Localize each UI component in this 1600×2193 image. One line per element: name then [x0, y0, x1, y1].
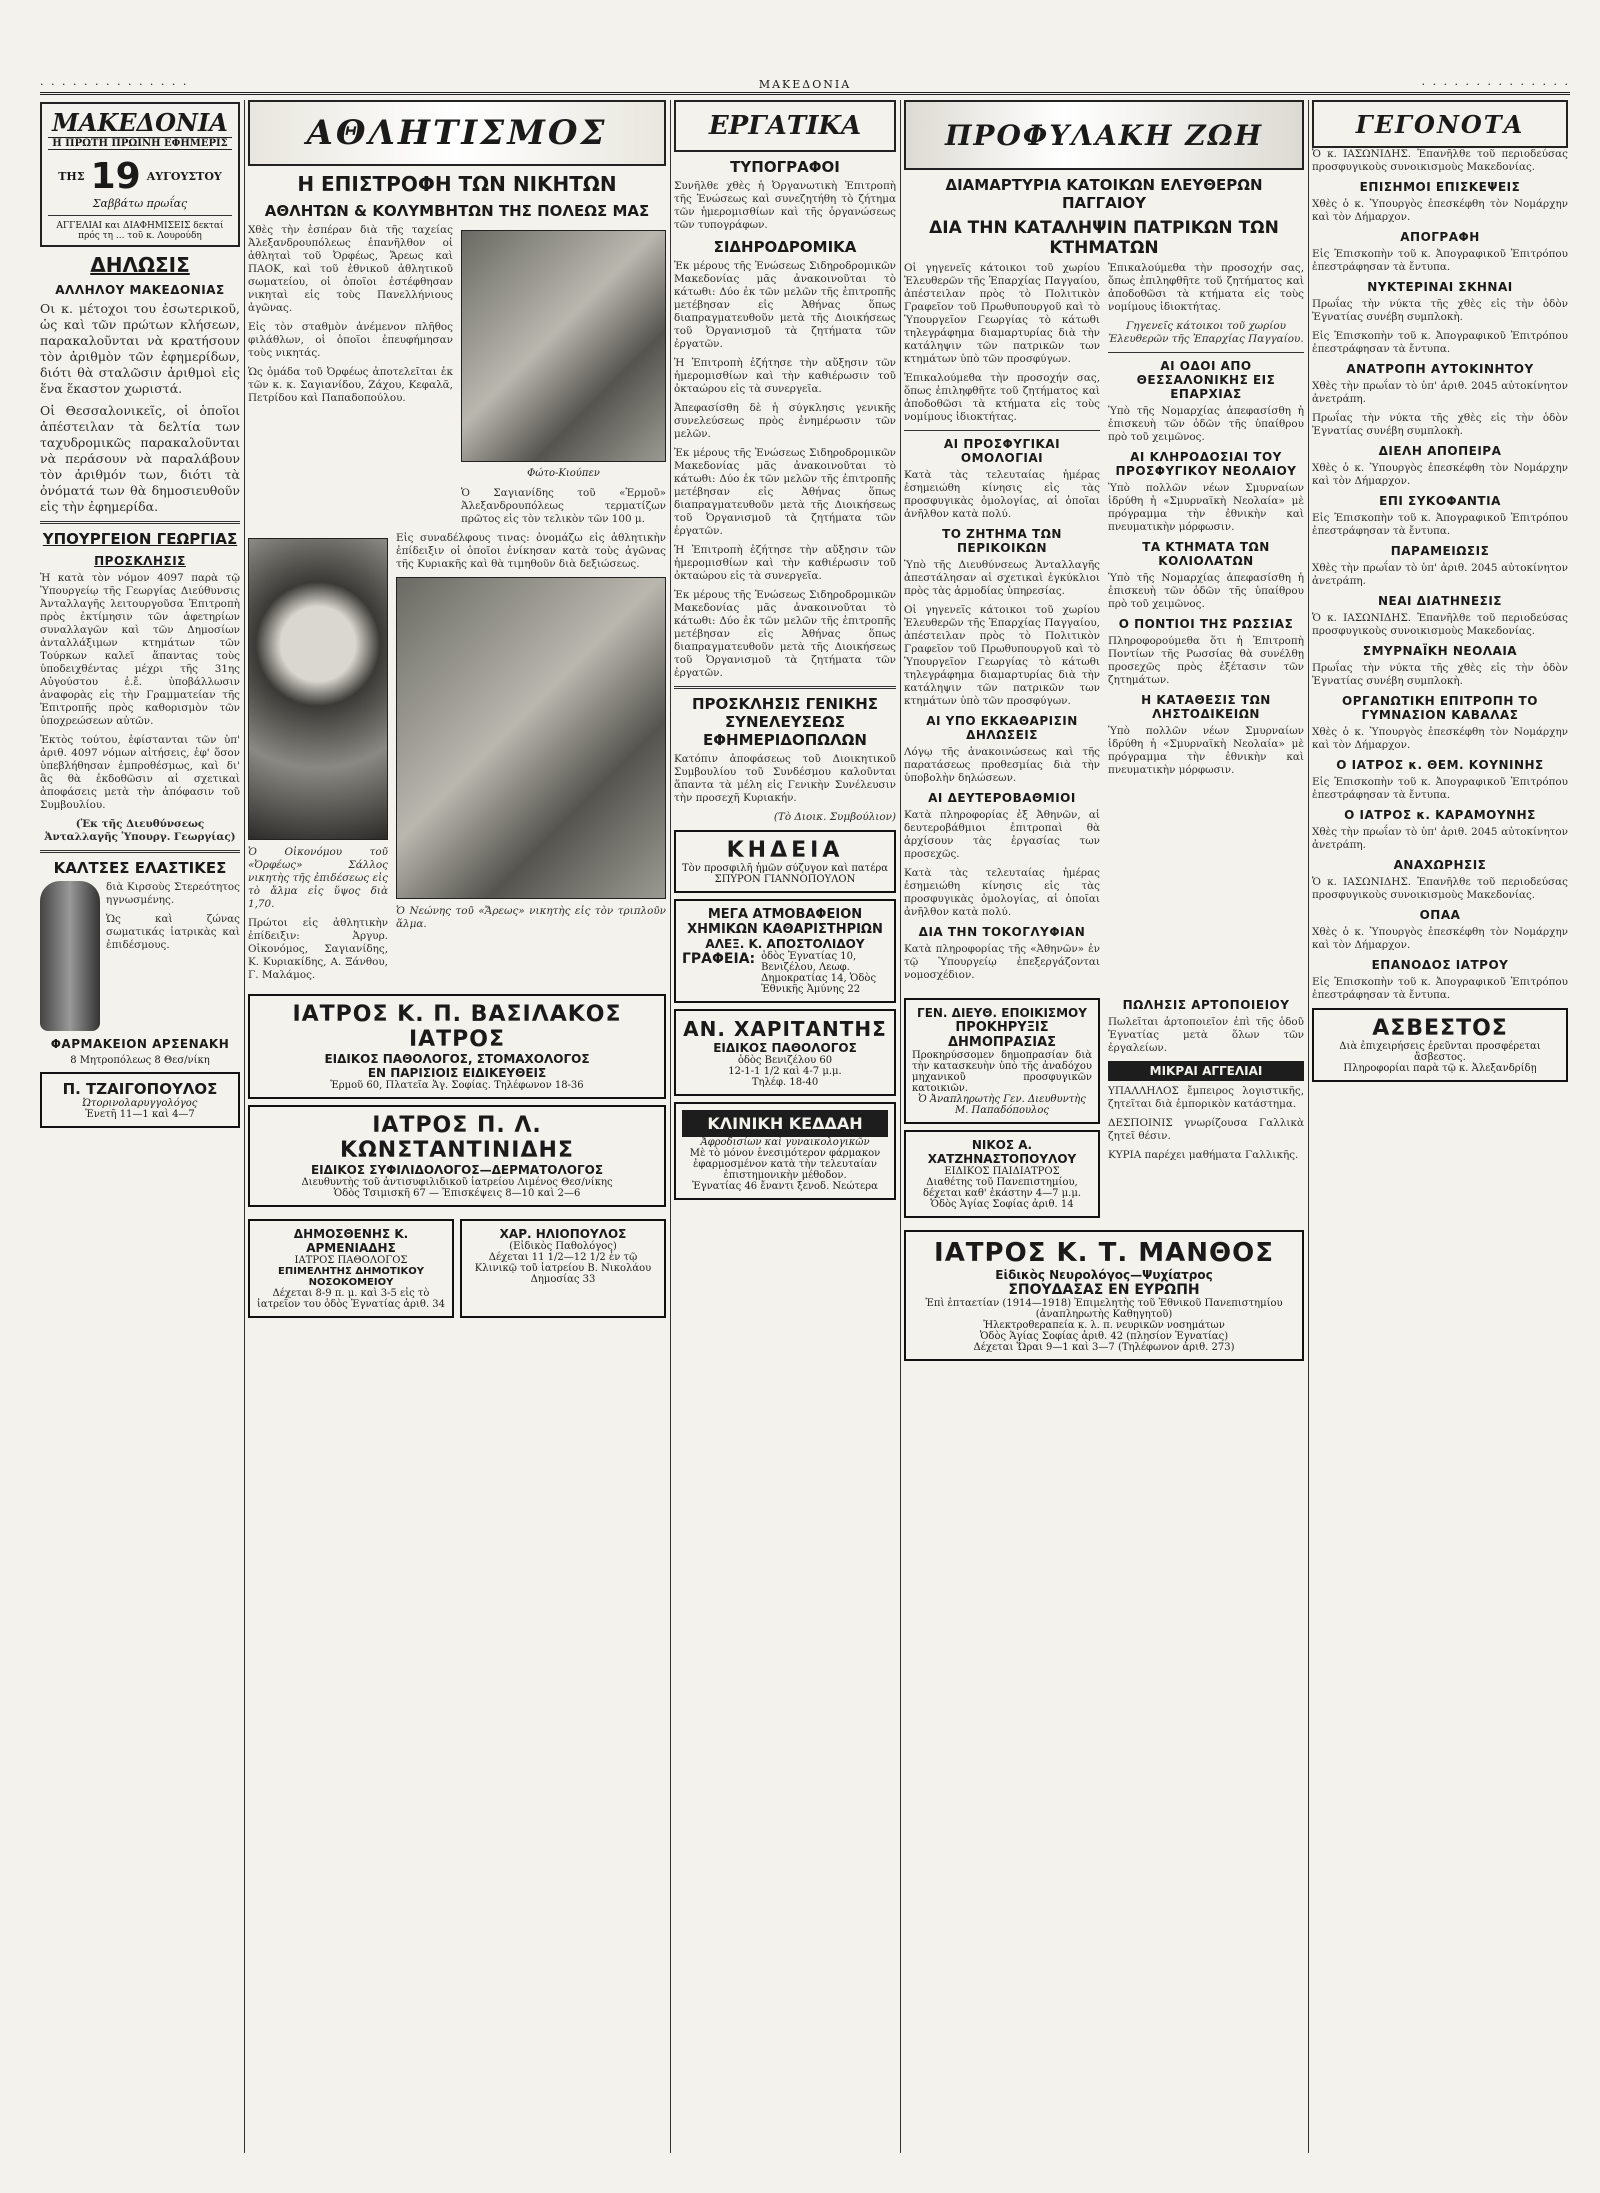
- doctor-phone: Τηλέφ. 18-40: [751, 1077, 819, 1088]
- news-item: Χθὲς ὁ κ. Ὑπουργὸς ἐπεσκέφθη τὸν Νομάρχην καὶ τὸν Δήμαρχον.: [1312, 198, 1568, 223]
- news-item: Πρωΐας τὴν νύκτα τῆς χθὲς εἰς τὴν ὁδὸν Ἐγνατίας συνέβη συμπλοκὴ.: [1312, 662, 1568, 687]
- article-paragraph: Κατὰ πληροφορίας τῆς «Ἀθηνῶν» ἐν τῷ Ὑπουργείῳ ἐπεξεργάζονται νομοσχέδιον.: [904, 943, 1100, 981]
- photo-caption: Ὁ Οἰκονόμου τοῦ «Ὀρφέως» Σάλλος νικητὴς τῆς ἐπιδέσεως εἰς τὸ ἄλμα εἰς ὕψος διὰ 1,70.: [248, 846, 388, 910]
- news-item: Εἰς Ἐπισκοπὴν τοῦ κ. Ἀπογραφικοῦ Ἐπιτρόπου ἐπεστράφησαν τὰ ἔντυπα.: [1312, 776, 1568, 801]
- clinic-address: Ἐγνατίας 46 ἔναντι ξενοδ. Νεώτερα: [692, 1181, 878, 1192]
- pharmacy-address: 8 Μητροπόλεως 8 Θεσ/νίκη: [70, 1055, 210, 1066]
- news-heading: ΕΠΙΣΗΜΟΙ ΕΠΙΣΚΕΨΕΙΣ: [1359, 180, 1521, 194]
- clinic-description: Ἀφροδισίων καὶ γυναικολογικῶν: [700, 1137, 870, 1148]
- news-heading: ΑΝΑΧΩΡΗΣΙΣ: [1393, 858, 1487, 872]
- column-3: [674, 100, 896, 2153]
- date-month: ΑΥΓΟΥΣΤΟΥ: [146, 170, 222, 183]
- section-subheading: ΑΛΛΗΛΟΥ ΜΑΚΕΔΟΝΙΑΣ: [55, 283, 225, 297]
- doctor-name: ΔΗΜΟΣΘΕΝΗΣ Κ. ΑΡΜΕΝΙΑΔΗΣ: [293, 1227, 409, 1255]
- article-paragraph: Ἐκ μέρους τῆς Ἑνώσεως Σιδηροδρομικῶν Μακεδονίας μᾶς ἀνακοινοῦται τὸ κάτωθι: Δύο ἐκ τῶν μελῶν τῆς ἐπιτροπῆς μετέβησαν εἰς Ἀθήνας ὅπως διαπραγματευθοῦν μετὰ τῆς Διοικήσεως τοῦ Ὀργανισμοῦ τὰ ζητήματα τῶν ἐργατῶν.: [674, 260, 896, 350]
- section-heading: ΑΙ ΥΠΟ ΕΚΚΑΘΑΡΙΣΙΝ ΔΗΛΩΣΕΙΣ: [926, 714, 1078, 742]
- doctor-hours: Ἐνετῆ 11—1 καὶ 4—7: [85, 1109, 195, 1120]
- article-paragraph: Ὑπὸ τῆς Διευθύνσεως Ἀνταλλαγῆς ἀπεστάλησαν αἱ σχετικαὶ ἐγκύκλιοι πρὸς τὰς ἁρμοδίας ὑπηρεσίας.: [904, 559, 1100, 597]
- article-paragraph: Κατὰ πληροφορίας ἐξ Ἀθηνῶν, αἱ δευτεροβάθμιοι ἐπιτροπαὶ θὰ ἀρχίσουν τὰς ἐργασίας των προσεχῶς.: [904, 809, 1100, 860]
- news-item: Χθὲς τὴν πρωΐαν τὸ ὑπ' ἀριθ. 2045 αὐτοκίνητον ἀνετράπη.: [1312, 826, 1568, 851]
- stocking-illustration-icon: [40, 881, 100, 1031]
- news-heading: ΠΑΡΑΜΕΙΩΣΙΣ: [1390, 544, 1490, 558]
- offices-label: ΓΡΑΦΕΙΑ:: [682, 951, 756, 967]
- news-heading: ΕΠΑΝΟΔΟΣ ΙΑΤΡΟΥ: [1371, 958, 1509, 972]
- article-paragraph: Ὑπὸ τῆς Νομαρχίας ἀπεφασίσθη ἡ ἐπισκευὴ τῶν ὁδῶν τῆς ὑπαίθρου πρὸ τοῦ χειμῶνος.: [1108, 572, 1304, 610]
- doctor-address: ὁδὸς Βενιζέλου 60: [737, 1055, 833, 1066]
- stockings-ad: [40, 881, 240, 1031]
- section-heading: ΠΡΟΣΚΛΗΣΙΣ ΓΕΝΙΚΗΣ ΣΥΝΕΛΕΥΣΕΩΣ ΕΦΗΜΕΡΙΔΟΠΩΛΩΝ: [692, 695, 878, 749]
- doctor-address: Δέχεται 11 1/2—12 1/2 ἐν τῷ Κλινικῷ τοῦ ἰατρείου Β. Νικολάου Δημοσίας 33: [474, 1252, 652, 1285]
- doctor-name: ΧΑΡ. ΗΛΙΟΠΟΥΛΟΣ: [499, 1227, 627, 1241]
- doctor-text: Διαθέτης τοῦ Πανεπιστημίου, δέχεται καθ' ἑκάστην 4—7 μ.μ. Ὁδὸς Ἁγίας Σοφίας ἀριθ. 14: [922, 1177, 1081, 1210]
- doctor-address: Ὁδὸς Τσιμισκῆ 67 — Ἐπισκέψεις 8—10 καὶ 2—6: [333, 1188, 581, 1199]
- article-paragraph: Λόγῳ τῆς ἀνακοινώσεως καὶ τῆς παρατάσεως προθεσμίας διὰ τὴν ὑποβολὴν δηλώσεων.: [904, 746, 1100, 784]
- offices-address: ὁδὸς Ἐγνατίας 10, Βενιζέλου, Λεωφ. Δημοκρατίας 14, Ὁδὸς Ἐθνικῆς Ἀμύνης 22: [761, 951, 877, 995]
- doctor-ad: [674, 1009, 896, 1096]
- notice-text: Προκηρύσσομεν δημοπρασίαν διὰ τὴν κατασκευὴν ὑπὸ τῆς ἀναδόχου μηχανικοῦ προσφυγικῶν κατοικιῶν.: [912, 1050, 1092, 1094]
- funeral-text: Τὸν προσφιλῆ ἡμῶν σύζυγον καὶ πατέρα ΣΠΥΡΟΝ ΓΙΑΝΝΟΠΟΥΛΟΝ: [682, 863, 889, 885]
- doctor-services: Ἠλεκτροθεραπεία κ. λ. π. νευρικῶν νοσημάτων: [983, 1320, 1225, 1331]
- section-heading: ΤΥΠΟΓΡΑΦΟΙ: [730, 158, 840, 176]
- ads-note: ΑΓΓΕΛΙΑΙ και ΔΙΑΦΗΜΙΣΕΙΣ δεκταί πρός τη ... τοῦ κ. Λουρούδη: [56, 221, 224, 241]
- doctor-specialty: (Εἰδικὸς Παθολόγος): [509, 1241, 617, 1252]
- funeral-notice: [674, 830, 896, 893]
- doctor-name: ΙΑΤΡΟΣ Π. Λ. ΚΩΝΣΤΑΝΤΙΝΙΔΗΣ: [340, 1113, 574, 1163]
- doctor-hours: Δέχεται Ὥραι 9—1 καὶ 3—7 (Τηλέφωνον ἀριθ. 273): [973, 1342, 1235, 1353]
- section-heading: ΔΗΛΩΣΙΣ: [90, 253, 190, 277]
- sports-banner-title: ΑΘΛΗΤΙΣΜΟΣ: [306, 113, 608, 153]
- column-rule: [670, 100, 671, 2153]
- news-heading: ΝΥΚΤΕΡΙΝΑΙ ΣΚΗΝΑΙ: [1367, 280, 1513, 294]
- article-signature: Γηγενεῖς κάτοικοι τοῦ χωρίου Ἐλευθερῶν τῆς Ἐπαρχίας Παγγαίου.: [1108, 320, 1304, 345]
- clinic-ad: [674, 1102, 896, 1200]
- drycleaner-name: ΑΛΕΞ. Κ. ΑΠΟΣΤΟΛΙΔΟΥ: [705, 937, 865, 951]
- article-paragraph: Εἰς συναδέλφους τινας: ὀνομάζω εἰς ἀθλητικὴν ἐπίδειξιν οἱ ὁποῖοι ἐνίκησαν κατὰ τοὺς ἀγῶνας τῆς Κυριακῆς καὶ θὰ τιμηθοῦν διὰ δεξιώσεως.: [396, 532, 666, 570]
- news-item: Χθὲς ὁ κ. Ὑπουργὸς ἐπεσκέφθη τὸν Νομάρχην καὶ τὸν Δήμαρχον.: [1312, 462, 1568, 487]
- article-paragraph: Ὑπὸ τῆς Νομαρχίας ἀπεφασίσθη ἡ ἐπισκευὴ τῶν ὁδῶν τῆς ὑπαίθρου πρὸ τοῦ χειμῶνος.: [1108, 405, 1304, 443]
- column-rule: [244, 100, 245, 2153]
- doctor-address: Δέχεται 8-9 π. μ. καὶ 3-5 εἰς τὸ ἰατρεῖον του ὁδὸς Ἐγνατίας ἀριθ. 34: [256, 1288, 446, 1310]
- article-paragraph: Ἐκτὸς τούτου, ἐφίστανται τῶν ὑπ' ἀριθ. 4097 νόμων αἰτήσεις, ἐφ' ὅσον ὑπεβλήθησαν ἐμπροθέσμως, καὶ δι' ἃς θὰ ἐκδοθῶσιν αἱ σχετικαὶ ἀποφάσεις μετὰ τὴν ἀπόφασιν τοῦ Συμβουλίου.: [40, 734, 240, 811]
- section-heading: Η ΚΑΤΑΘΕΣΙΣ ΤΩΝ ΛΗΣΤΟΔΙΚΕΙΩΝ: [1141, 693, 1271, 721]
- photo-caption: Ὁ Νεώνης τοῦ «Ἄρεως» νικητὴς εἰς τὸν τριπλοῦν ἅλμα.: [396, 905, 666, 930]
- notice-heading: ΓΕΝ. ΔΙΕΥΘ. ΕΠΟΙΚΙΣΜΟΥ: [917, 1006, 1087, 1020]
- doctor-ad: [904, 1230, 1304, 1361]
- article-signature: (Ἐκ τῆς Διευθύνσεως Ἀνταλλαγῆς Ὑπουργ. Γεωργίας): [44, 818, 236, 843]
- news-item: Χθὲς τὴν πρωΐαν τὸ ὑπ' ἀριθ. 2045 αὐτοκίνητον ἀνετράπη.: [1312, 562, 1568, 587]
- section-heading: ΑΙ ΚΛΗΡΟΔΟΣΙΑΙ ΤΟΥ ΠΡΟΣΦΥΓΙΚΟΥ ΝΕΟΛΑΙΟΥ: [1115, 450, 1297, 478]
- column-2: [248, 100, 666, 2153]
- section-subheading: ΠΡΟΣΚΛΗΣΙΣ: [94, 554, 186, 568]
- drycleaner-title: ΜΕΓΑ ΑΤΜΟΒΑΦΕΙΟΝ ΧΗΜΙΚΩΝ ΚΑΘΑΡΙΣΤΗΡΙΩΝ: [687, 907, 883, 937]
- rural-life-banner: [904, 100, 1304, 170]
- section-heading: ΣΙΔΗΡΟΔΡΟΜΙΚΑ: [713, 238, 857, 256]
- doctor-credentials: Ἐπὶ ἑπταετίαν (1914—1918) Ἐπιμελητὴς τοῦ Ἐθνικοῦ Πανεπιστημίου (ἀναπληρωτὴς Καθηγητοῦ): [925, 1298, 1283, 1320]
- article-paragraph: Κατόπιν ἀποφάσεως τοῦ Διοικητικοῦ Συμβουλίου τοῦ Συνδέσμου καλοῦνται ἅπαντα τὰ μέλη εἰς Γενικὴν Συνέλευσιν τὴν προσεχῆ Κυριακήν.: [674, 753, 896, 804]
- news-banner-title: ΓΕΓΟΝΟΤΑ: [1355, 109, 1525, 139]
- doctor-specialty: Εἰδικὸς Νευρολόγος—Ψυχίατρος: [995, 1268, 1213, 1282]
- article-paragraph: Πρώτοι εἰς ἀθλητικὴν ἐπίδειξιν: Ἀργυρ. Οἰκονόμος, Σαγιανίδης, Κ. Κυριακίδης, Α. Ξάνθου, Γ. Μαλάμος.: [248, 917, 388, 981]
- doctor-ad: [904, 1130, 1100, 1218]
- section-heading: ΑΙ ΟΔΟΙ ΑΠΟ ΘΕΣΣΑΛΟΝΙΚΗΣ ΕΙΣ ΕΠΑΡΧΙΑΣ: [1136, 359, 1276, 401]
- ad-text: Ὡς καὶ ζώνας σωματικάς ἰατρικὰς καὶ ἐπιδέσμους.: [106, 913, 240, 951]
- news-item: Εἰς Ἐπισκοπὴν τοῦ κ. Ἀπογραφικοῦ Ἐπιτρόπου ἐπεστράφησαν τὰ ἔντυπα.: [1312, 248, 1568, 273]
- doctor-specialty: ΕΙΔΙΚΟΣ ΠΑΙΔΙΑΤΡΟΣ: [944, 1166, 1060, 1177]
- notice-subheading: ΠΡΟΚΗΡΥΞΙΣ ΔΗΜΟΠΡΑΣΙΑΣ: [947, 1020, 1057, 1050]
- news-item: Πρωΐας τὴν νύκτα τῆς χθὲς εἰς τὴν ὁδὸν Ἐγνατίας συνέβη συμπλοκὴ.: [1312, 298, 1568, 323]
- doctor-specialty: ΕΙΔΙΚΟΣ ΣΥΦΙΛΙΔΟΛΟΓΟΣ—ΔΕΡΜΑΤΟΛΟΓΟΣ: [310, 1163, 604, 1177]
- news-item: Εἰς Ἐπισκοπὴν τοῦ κ. Ἀπογραφικοῦ Ἐπιτρόπου ἐπεστράφησαν τὰ ἔντυπα.: [1312, 512, 1568, 537]
- column-rule: [900, 100, 901, 2153]
- section-heading: ΥΠΟΥΡΓΕΙΟΝ ΓΕΩΡΓΙΑΣ: [42, 530, 238, 548]
- section-heading: ΠΩΛΗΣΙΣ ΑΡΤΟΠΟΙΕΙΟΥ: [1122, 998, 1290, 1012]
- pharmacy-name: ΦΑΡΜΑΚΕΙΟΝ ΑΡΣΕΝΑΚΗ: [50, 1037, 230, 1051]
- section-heading: ΑΙ ΔΕΥΤΕΡΟΒΑΘΜΙΟΙ: [928, 791, 1076, 805]
- drycleaner-ad: [674, 899, 896, 1003]
- labour-banner: [674, 100, 896, 152]
- news-heading: Ο ΙΑΤΡΟΣ κ. ΚΑΡΑΜΟΥΝΗΣ: [1344, 808, 1536, 822]
- article-paragraph: Ἐπικαλούμεθα τὴν προσοχήν σας, ὅπως ἐπιληφθῆτε τοῦ ζητήματος καὶ ἀποδοθῶσι τὰ κτήματα εἰς τοὺς νομίμους ἰδιοκτήτας.: [1108, 262, 1304, 313]
- section-heading: ΤΑ ΚΤΗΜΑΤΑ ΤΩΝ ΚΟΛΙΟΛΑΤΩΝ: [1142, 540, 1270, 568]
- section-heading: ΑΙ ΠΡΟΣΦΥΓΙΚΑΙ ΟΜΟΛΟΓΙΑΙ: [943, 437, 1061, 465]
- doctor-specialty: Ὠτορινολαρυγγολόγος: [82, 1098, 198, 1109]
- lime-ad-contact: Πληροφορίαι παρὰ τῷ κ. Ἀλεξανδρίδῃ: [1343, 1063, 1537, 1074]
- article-paragraph: Ἡ Ἐπιτροπὴ ἐζήτησε τὴν αὔξησιν τῶν ἡμερομισθίων καὶ τὴν καθιέρωσιν τοῦ ὀκταώρου εἰς τὰ συνεργεῖα.: [674, 357, 896, 395]
- athlete-photo: [396, 577, 666, 899]
- divider: [40, 850, 240, 853]
- doctor-training: ΕΝ ΠΑΡΙΣΙΟΙΣ ΕΙΔΙΚΕΥΘΕΙΣ: [367, 1066, 547, 1080]
- news-item: Χθὲς ὁ κ. Ὑπουργὸς ἐπεσκέφθη τὸν Νομάρχην καὶ τὸν Δήμαρχον.: [1312, 926, 1568, 951]
- doctor-name: ΝΙΚΟΣ Α. ΧΑΤΖΗΝΑΣΤΟΠΟΥΛΟΥ: [927, 1138, 1077, 1166]
- news-heading: ΟΡΓΑΝΩΤΙΚΗ ΕΠΙΤΡΟΠΗ ΤΟ ΓΥΜΝΑΣΙΟΝ ΚΑΒΑΛΑΣ: [1342, 694, 1538, 722]
- news-heading: ΔΙΕΛΗ ΑΠΟΠΕΙΡΑ: [1378, 444, 1502, 458]
- article-paragraph: Κατὰ τὰς τελευταίας ἡμέρας ἐσημειώθη κίνησις εἰς τὰς προσφυγικὰς ὁμολογίας, αἱ ὁποῖαι ἀνῆλθον κατὰ πολύ.: [904, 469, 1100, 520]
- clinic-name: ΚΛΙΝΙΚΗ ΚΕΔΔΑΗ: [682, 1110, 888, 1137]
- doctor-ad: [248, 1105, 666, 1207]
- athlete-photo: [248, 538, 388, 840]
- doctor-description: Διευθυντὴς τοῦ ἀντισυφιλιδικοῦ ἰατρείου Λιμένος Θεσ/νίκης: [301, 1177, 613, 1188]
- article-paragraph: Ἐκ μέρους τῆς Ἑνώσεως Σιδηροδρομικῶν Μακεδονίας μᾶς ἀνακοινοῦται τὸ κάτωθι: Δύο ἐκ τῶν μελῶν τῆς ἐπιτροπῆς μετέβησαν εἰς Ἀθήνας ὅπως διαπραγματευθοῦν μετὰ τῆς Διοικήσεως τοῦ Ὀργανισμοῦ τὰ ζητήματα τῶν ἐργατῶν.: [674, 589, 896, 679]
- news-heading: Ο ΙΑΤΡΟΣ κ. ΘΕΜ. ΚΟΥΝΙΝΗΣ: [1336, 758, 1544, 772]
- article-paragraph: Χθὲς τὴν ἑσπέραν διὰ τῆς ταχείας Ἀλεξανδρουπόλεως ἐπανῆλθον οἱ ἀθληταὶ τοῦ Ὀρφέως, Ἄρεως καὶ ΠΑΟΚ, καὶ τοῦ ἐθνικοῦ ἀθλητικοῦ σωματείου, οἱ ὁποῖοι ἐστέφθησαν νικηταὶ εἰς τοὺς Πανελλήνιους ἀγῶνας.: [248, 224, 453, 314]
- notice-signature: Ὁ Ἀναπληρωτὴς Γεν. Διευθυντὴς Μ. Παπαδόπουλος: [918, 1094, 1086, 1116]
- news-item: Ὁ κ. ΙΑΣΩΝΙΔΗΣ. Ἐπανῆλθε τοῦ περιοδεύσας προσφυγικοὺς συνοικισμοὺς Μακεδονίας.: [1312, 612, 1568, 637]
- section-heading: ΔΙΑ ΤΗΝ ΤΟΚΟΓΛΥΦΙΑΝ: [918, 925, 1086, 939]
- doctor-ad: [460, 1219, 666, 1318]
- athlete-photo: [461, 230, 666, 462]
- date-prefix: ΤΗΣ: [58, 170, 85, 183]
- news-banner: [1312, 100, 1568, 148]
- masthead: [40, 102, 240, 247]
- divider: [674, 686, 896, 689]
- doctor-description: ΕΠΙΜΕΛΗΤΗΣ ΔΗΜΟΤΙΚΟΥ ΝΟΣΟΚΟΜΕΙΟΥ: [278, 1266, 424, 1288]
- clinic-text: Μὲ τὸ μόνον ἐνεσιμότερον φάρμακον ἐφαρμοσμένον κατὰ τὴν τελευταίαν ἐπιστημονικὴν μέθοδον.: [689, 1148, 881, 1181]
- doctor-hours: 12-1-1 1/2 καὶ 4-7 μ.μ.: [728, 1066, 842, 1077]
- photo-caption: Ὁ Σαγιανίδης τοῦ «Ἑρμοῦ» Ἀλεξανδρουπόλεως τερματίζων πρῶτος εἰς τὸν τελικὸν τῶν 100 μ.: [461, 487, 666, 525]
- section-heading: Ο ΠΟΝΤΙΟΙ ΤΗΣ ΡΩΣΣΙΑΣ: [1118, 617, 1294, 631]
- news-heading: ΟΠΑΑ: [1419, 908, 1461, 922]
- article-paragraph: Ἡ Ἐπιτροπὴ ἐζήτησε τὴν αὔξησιν τῶν ἡμερομισθίων καὶ τὴν καθιέρωσιν τοῦ ὀκταώρου εἰς τὰ συνεργεῖα.: [674, 544, 896, 582]
- divider: [48, 215, 232, 216]
- classifieds-heading: ΜΙΚΡΑΙ ΑΓΓΕΛΙΑΙ: [1108, 1061, 1304, 1081]
- sports-banner: [248, 100, 666, 166]
- article-paragraph: Ὑπὸ πολλῶν νέων Σμυρναίων ἱδρύθη ἡ «Σμυρναϊκὴ Νεολαία» μὲ πρόγραμμα τὴν ἐθνικὴν καὶ πνευματικὴν μόρφωσιν.: [1108, 482, 1304, 533]
- article-paragraph: Ἐκ μέρους τῆς Ἑνώσεως Σιδηροδρομικῶν Μακεδονίας μᾶς ἀνακοινοῦται τὸ κάτωθι: Δύο ἐκ τῶν μελῶν τῆς ἐπιτροπῆς μετέβησαν εἰς Ἀθήνας ὅπως διαπραγματευθοῦν μετὰ τῆς Διοικήσεως τοῦ Ὀργανισμοῦ τὰ ζητήματα τῶν ἐργατῶν.: [674, 447, 896, 537]
- masthead-title: ΜΑΚΕΔΟΝΙΑ: [52, 108, 228, 137]
- article-subheadline: ΔΙΑ ΤΗΝ ΚΑΤΑΛΗΨΙΝ ΠΑΤΡΙΚΩΝ ΤΩΝ ΚΤΗΜΑΤΩΝ: [929, 218, 1279, 258]
- article-paragraph: Συνῆλθε χθὲς ἡ Ὀργανωτικὴ Ἐπιτροπὴ τῆς Ἑνώσεως καὶ συνεζητήθη τὸ ζήτημα τῶν ἡμερομισθίων καὶ τῆς ὀργανώσεως τῶν τυπογράφων.: [674, 180, 896, 231]
- classified-ad: ΔΕΣΠΟΙΝΙΣ γνωρίζουσα Γαλλικὰ ζητεῖ θέσιν.: [1108, 1117, 1304, 1142]
- photo-credit: Φώτο-Κιούπεν: [527, 468, 600, 479]
- funeral-heading: ΚΗΔΕΙΑ: [726, 838, 844, 863]
- article-paragraph: Ἡ κατὰ τὸν νόμον 4097 παρὰ τῷ Ὑπουργείῳ τῆς Γεωργίας Διεύθυνσις Ἀνταλλαγῆς λειτουργοῦσα Ἐπιτροπὴ πρὸς ἐκτίμησιν τῶν ἀφετηρίων συναλλαγῶν καὶ τῶν Δημοσίων ἀνταλλάξιμων κτημάτων τῶν Τούρκων καλεῖ ἅπαντας τοὺς ὑποδειχθέντας μέχρι τῆς 31ης Αὐγούστου ἐ.ἔ. ὑποβάλλωσιν ἀναφορὰς εἰς τὴν Γραμματείαν τῆς Ἐπιτροπῆς πρὸς καθορισμὸν τῶν ὑποχρεώσεων αὐτῶν.: [40, 572, 240, 727]
- lime-ad-text: Διὰ ἐπιχειρήσεις ἐρεῦνται προσφέρεται ἄσβεστος.: [1339, 1041, 1541, 1063]
- doctor-name: ΙΑΤΡΟΣ Κ. Π. ΒΑΣΙΛΑΚΟΣ ΙΑΤΡΟΣ: [292, 1002, 622, 1052]
- runner-left: · · · · · · · · · · · · · ·: [40, 78, 189, 91]
- article-paragraph: Ὡς ὁμάδα τοῦ Ὀρφέως ἀποτελεῖται ἐκ τῶν κ. κ. Σαγιανίδου, Ζάχου, Κεφαλᾶ, Πετρίδου καὶ Παπαδοπούλου.: [248, 366, 453, 404]
- article-paragraph: Πληροφορούμεθα ὅτι ἡ Ἐπιτροπὴ Ποντίων τῆς Ρωσσίας θὰ συνέλθῃ προσεχῶς πρὸς ἐξέτασιν τῶν ζητημάτων.: [1108, 635, 1304, 686]
- news-item: Χθὲς τὴν πρωΐαν τὸ ὑπ' ἀριθ. 2045 αὐτοκίνητον ἀνετράπη.: [1312, 380, 1568, 405]
- doctor-ad: [248, 1219, 454, 1318]
- doctor-specialty: ΙΑΤΡΟΣ ΠΑΘΟΛΟΓΟΣ: [294, 1255, 408, 1266]
- ad-text: διὰ Κιρσοὺς Στερεότητος ηγνωσμένης.: [106, 881, 240, 906]
- column-5: [1312, 100, 1568, 2153]
- article-paragraph: Ἀπεφασίσθη δὲ ἡ σύγκλησις γενικῆς συνελεύσεως πρὸς ἐνημέρωσιν τῶν μελῶν.: [674, 402, 896, 440]
- column-1: [40, 100, 240, 2153]
- labour-banner-title: ΕΡΓΑΤΙΚΑ: [708, 111, 862, 141]
- doctor-address: Ὁδὸς Ἁγίας Σοφίας ἀριθ. 42 (πλησίον Ἐγνατίας): [979, 1331, 1229, 1342]
- article-paragraph: Οἱ γηγενεῖς κάτοικοι τοῦ χωρίου Ἐλευθερῶν τῆς Ἐπαρχίας Παγγαίου, ἀπέστειλαν πρὸς τὸ Πολιτικὸν Γραφεῖον τοῦ Πρωθυπουργοῦ καὶ τὸ Ὑπουργεῖον Γεωργίας τὸ κάτωθι τηλεγράφημα διαμαρτυρίας διὰ τὴν κατάληψιν τῶν πατρικῶν των κτημάτων ὑπὸ τῶν προσφύγων.: [904, 262, 1100, 365]
- news-item: Χθὲς ὁ κ. Ὑπουργὸς ἐπεσκέφθη τὸν Νομάρχην καὶ τὸν Δήμαρχον.: [1312, 726, 1568, 751]
- news-item: Εἰς Ἐπισκοπὴν τοῦ κ. Ἀπογραφικοῦ Ἐπιτρόπου ἐπεστράφησαν τὰ ἔντυπα.: [1312, 330, 1568, 355]
- article-paragraph: Εἰς τὸν σταθμὸν ἀνέμενον πλῆθος φιλάθλων, οἱ ὁποῖοι ἐπευφήμησαν τοὺς νικητάς.: [248, 321, 453, 359]
- column-4: [904, 100, 1304, 2153]
- news-item: Πρωΐας τὴν νύκτα τῆς χθὲς εἰς τὴν ὁδὸν Ἐγνατίας συνέβη συμπλοκὴ.: [1312, 412, 1568, 437]
- article-headline: Η ΕΠΙΣΤΡΟΦΗ ΤΩΝ ΝΙΚΗΤΩΝ: [297, 172, 617, 196]
- lime-ad: [1312, 1008, 1568, 1082]
- doctor-training: ΣΠΟΥΔΑΣΑΣ ΕΝ ΕΥΡΩΠΗ: [1008, 1282, 1200, 1298]
- article-paragraph: Ἐπικαλούμεθα τὴν προσοχήν σας, ὅπως ἐπιληφθῆτε τοῦ ζητήματος καὶ ἀποδοθῶσι τὰ κτήματα εἰς τοὺς νομίμους ἰδιοκτήτας.: [904, 372, 1100, 423]
- runner-right: · · · · · · · · · · · · · ·: [1421, 78, 1570, 91]
- news-item: Ὁ κ. ΙΑΣΩΝΙΔΗΣ. Ἐπανῆλθε τοῦ περιοδεύσας προσφυγικοὺς συνοικισμοὺς Μακεδονίας.: [1312, 148, 1568, 173]
- date-day: 19: [90, 156, 141, 197]
- news-heading: ΝΕΑΙ ΔΙΑΤΗΝΕΣΙΣ: [1377, 594, 1503, 608]
- article-headline: ΔΙΑΜΑΡΤΥΡΙΑ ΚΑΤΟΙΚΩΝ ΕΛΕΥΘΕΡΩΝ ΠΑΓΓΑΙΟΥ: [945, 176, 1263, 212]
- article-paragraph: Κατὰ τὰς τελευταίας ἡμέρας ἐσημειώθη κίνησις εἰς τὰς προσφυγικὰς ὁμολογίας, αἱ ὁποῖαι ἀνῆλθον κατὰ πολύ.: [904, 867, 1100, 918]
- divider: [904, 430, 1100, 431]
- ad-heading: ΚΑΛΤΣΕΣ ΕΛΑΣΤΙΚΕΣ: [53, 859, 227, 877]
- notice-box: [904, 998, 1100, 1124]
- article-signature: (Τὸ Διοικ. Συμβούλιον): [773, 811, 896, 823]
- classified-ad: ΚΥΡΙΑ παρέχει μαθήματα Γαλλικῆς.: [1108, 1149, 1299, 1161]
- doctor-ad: [248, 994, 666, 1099]
- article-paragraph: Οἱ Θεσσαλονικεῖς, οἱ ὁποῖοι ἀπέστειλαν τὰ δελτία των ταχυδρομικῶς παρακαλοῦνται νὰ περάσουν νὰ παραλάβουν τὸν ἀριθμόν των, διότι τὰ ὀνόματά των θὰ δημοσιευθοῦν εἰς τὴν ἐφημερίδα.: [40, 403, 240, 514]
- rural-life-banner-title: ΠΡΟΦΥΛΑΚΗ ΖΩΗ: [944, 118, 1264, 152]
- news-heading: ΕΠΙ ΣΥΚΟΦΑΝΤΙΑ: [1379, 494, 1501, 508]
- runner-paper-name: ΜΑΚΕΔΟΝΙΑ: [758, 78, 852, 91]
- article-paragraph: Οι κ. μέτοχοι του ἐσωτερικοῦ, ὡς καὶ τῶν πρώτων κλήσεων, παρακαλοῦνται νὰ κρατήσουν τὸν ἀριθμὸν τῶν ἐφημερίδων, διότι θὰ σταλῶσιν ἀριθμοὶ εἰς ἕνα ἕκαστον χωριστά.: [40, 301, 240, 396]
- doctor-specialty: ΕΙΔΙΚΟΣ ΠΑΘΟΛΟΓΟΣ: [713, 1041, 857, 1055]
- news-heading: ΑΠΟΓΡΑΦΗ: [1400, 230, 1480, 244]
- news-item: Εἰς Ἐπισκοπὴν τοῦ κ. Ἀπογραφικοῦ Ἐπιτρόπου ἐπεστράφησαν τὰ ἔντυπα.: [1312, 976, 1568, 1001]
- divider: [1108, 352, 1304, 353]
- section-heading: ΤΟ ΖΗΤΗΜΑ ΤΩΝ ΠΕΡΙΚΟΙΚΩΝ: [942, 527, 1062, 555]
- doctor-ad: [40, 1072, 240, 1128]
- news-heading: ΣΜΥΡΝΑΪΚΗ ΝΕΟΛΑΙΑ: [1362, 644, 1518, 658]
- running-header: [40, 78, 1570, 95]
- doctor-name: Π. ΤΖΑΙΓΟΠΟΥΛΟΣ: [62, 1080, 218, 1098]
- lime-ad-title: ΑΣΒΕΣΤΟΣ: [1372, 1016, 1508, 1041]
- masthead-subtitle: Η ΠΡΩΤΗ ΠΡΩΙΝΗ ΕΦΗΜΕΡΙΣ: [48, 137, 232, 150]
- column-rule: [1308, 100, 1309, 2153]
- article-paragraph: Πωλεῖται ἀρτοποιεῖον ἐπὶ τῆς ὁδοῦ Ἐγνατίας μετὰ ὅλων τῶν ἐργαλείων.: [1108, 1016, 1304, 1054]
- article-paragraph: Οἱ γηγενεῖς κάτοικοι τοῦ χωρίου Ἐλευθερῶν τῆς Ἐπαρχίας Παγγαίου, ἀπέστειλαν πρὸς τὸ Πολιτικὸν Γραφεῖον τοῦ Πρωθυπουργοῦ καὶ τὸ Ὑπουργεῖον Γεωργίας τὸ κάτωθι τηλεγράφημα διαμαρτυρίας διὰ τὴν κατάληψιν τῶν πατρικῶν των κτημάτων ὑπὸ τῶν προσφύγων.: [904, 604, 1100, 707]
- date-weekday: Σαββάτω πρωΐας: [92, 197, 188, 210]
- masthead-date: [48, 156, 232, 197]
- doctor-name: ΑΝ. ΧΑΡΙΤΑΝΤΗΣ: [683, 1017, 887, 1041]
- classified-ad: ΥΠΑΛΛΗΛΟΣ ἔμπειρος λογιστικῆς, ζητεῖται διὰ ἐμπορικὸν κατάστημα.: [1108, 1085, 1304, 1110]
- divider: [40, 521, 240, 524]
- doctor-name: ΙΑΤΡΟΣ Κ. Τ. ΜΑΝΘΟΣ: [934, 1238, 1274, 1268]
- article-paragraph: Ὑπὸ πολλῶν νέων Σμυρναίων ἱδρύθη ἡ «Σμυρναϊκὴ Νεολαία» μὲ πρόγραμμα τὴν ἐθνικὴν καὶ πνευματικὴν μόρφωσιν.: [1108, 725, 1304, 776]
- news-item: Ὁ κ. ΙΑΣΩΝΙΔΗΣ. Ἐπανῆλθε τοῦ περιοδεύσας προσφυγικοὺς συνοικισμοὺς Μακεδονίας.: [1312, 876, 1568, 901]
- doctor-address: Ἑρμοῦ 60, Πλατεῖα Ἁγ. Σοφίας. Τηλέφωνον 18-36: [330, 1080, 584, 1091]
- news-heading: ΑΝΑΤΡΟΠΗ ΑΥΤΟΚΙΝΗΤΟΥ: [1346, 362, 1534, 376]
- article-subheadline: ΑΘΛΗΤΩΝ & ΚΟΛΥΜΒΗΤΩΝ ΤΗΣ ΠΟΛΕΩΣ ΜΑΣ: [264, 202, 650, 220]
- doctor-specialty: ΕΙΔΙΚΟΣ ΠΑΘΟΛΟΓΟΣ, ΣΤΟΜΑΧΟΛΟΓΟΣ: [324, 1052, 590, 1066]
